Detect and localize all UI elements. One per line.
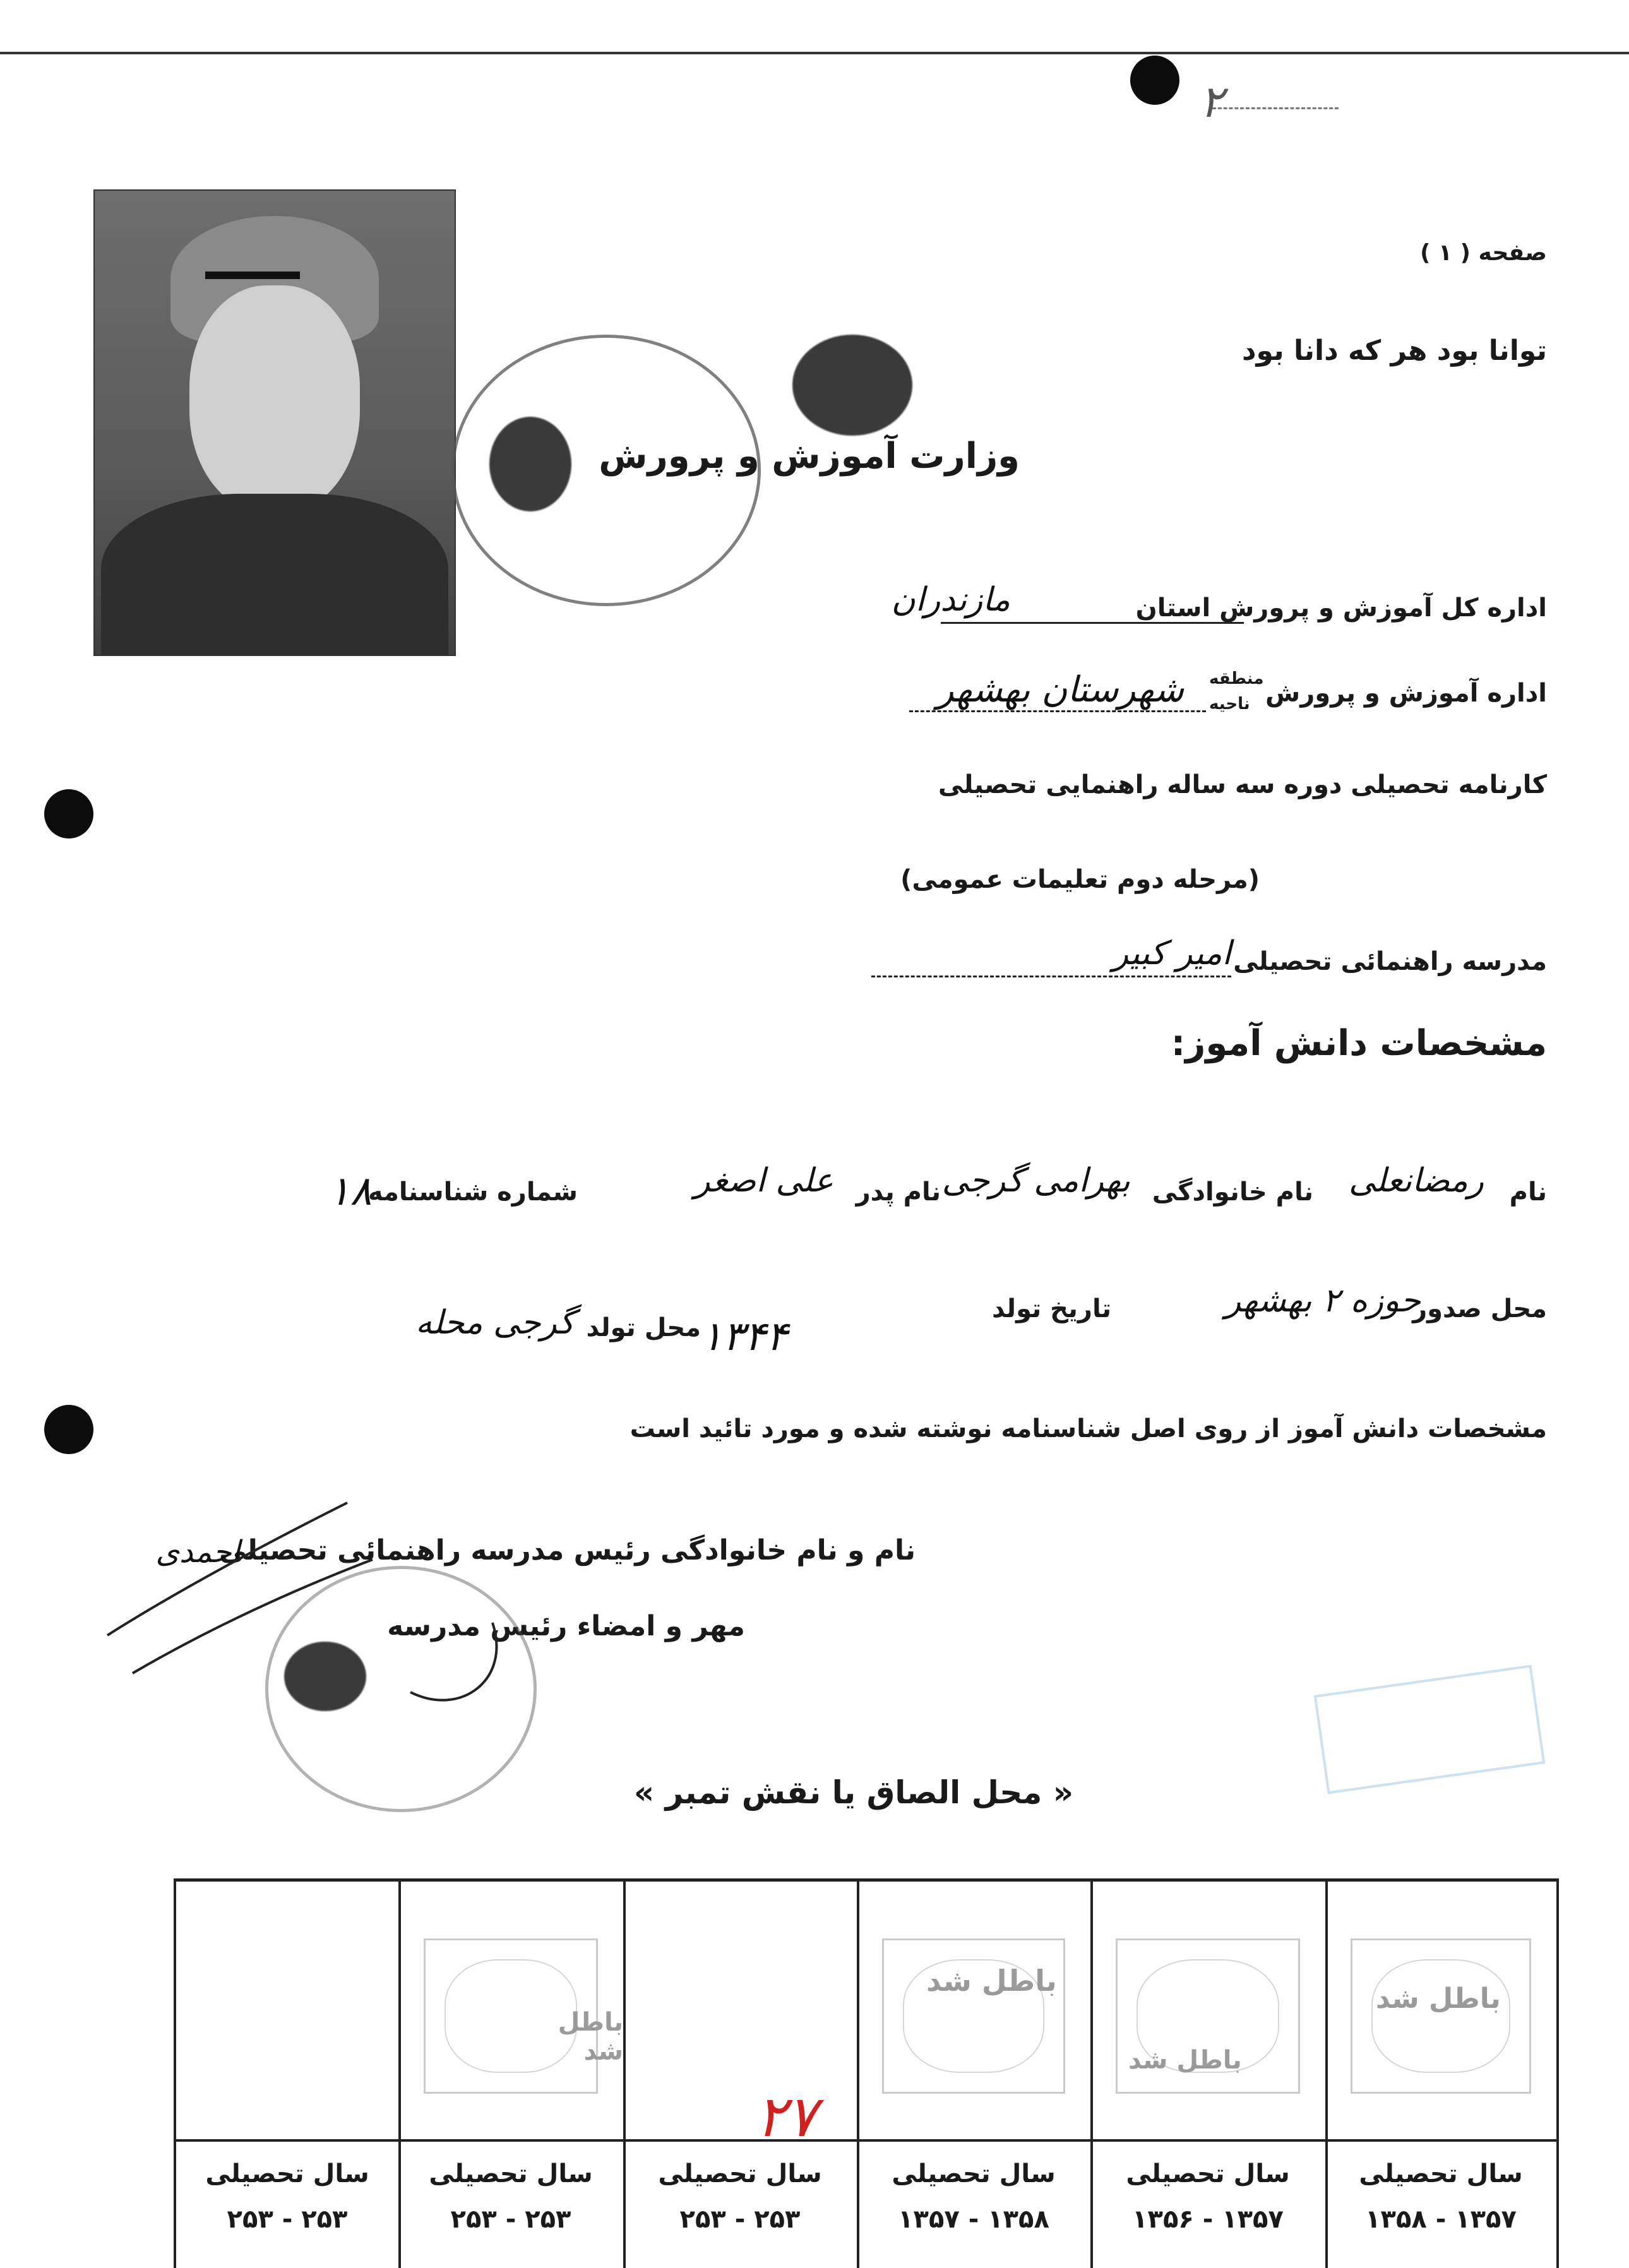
table-column — [857, 1882, 1093, 2268]
first-name-label: نام — [1509, 1178, 1547, 1207]
general-office-label: اداره کل آموزش و پرورش استان — [1135, 594, 1547, 623]
district-office-underline — [909, 710, 1206, 712]
seal-ink-blot-top — [792, 335, 912, 436]
column-year: ۲۵۳ - ۲۵۳ — [679, 2205, 801, 2234]
table-column — [398, 1882, 626, 2268]
top-dash — [1212, 107, 1339, 109]
principal-name-label: نام و نام خانوادگی رئیس مدرسه راهنمائی تحصیلی — [218, 1534, 916, 1567]
principal-signature — [82, 1465, 587, 1730]
last-name-label: نام خانوادگی — [1152, 1178, 1313, 1207]
principal-seal-label: مهر و امضاء رئیس مدرسه — [387, 1610, 745, 1642]
student-photo — [93, 189, 456, 656]
principal-name-value: احمدی — [155, 1534, 240, 1570]
general-office-value: مازندران — [891, 581, 1010, 619]
id-number-label: شماره شناسنامه — [367, 1178, 578, 1207]
seal-ink-blot — [489, 417, 571, 511]
birth-place-label: محل تولد — [586, 1313, 701, 1342]
faint-stamp-box — [1314, 1665, 1546, 1794]
punch-hole-lower — [44, 1405, 93, 1454]
table-column-footer — [398, 2139, 623, 2268]
id-number-value: ۱۸ — [328, 1168, 372, 1215]
last-name-value: بهرامی گرجی — [941, 1162, 1130, 1200]
school-value: امیر کبیر — [1112, 934, 1231, 972]
red-mark: ۲۷ — [756, 2084, 817, 2150]
table-column — [176, 1882, 401, 2268]
punch-hole-middle — [44, 789, 93, 839]
table-column — [1090, 1882, 1328, 2268]
motto: توانا بود هر که دانا بود — [1241, 335, 1547, 367]
column-label: سال تحصیلی — [1126, 2159, 1290, 2188]
table-column-footer — [1325, 2139, 1556, 2268]
district-office-sub-top: منطقه — [1209, 669, 1264, 688]
column-label: سال تحصیلی — [205, 2159, 369, 2188]
verification-text: مشخصات دانش آموز از روی اصل شناسنامه نوشته شده و مورد تائید است — [630, 1414, 1547, 1443]
column-year: ۲۵۳ - ۲۵۳ — [450, 2205, 571, 2234]
revenue-stamp — [1351, 1938, 1531, 2094]
table-column-footer — [623, 2139, 857, 2268]
column-label: سال تحصیلی — [892, 2159, 1056, 2188]
birth-place-value: گرجی محله — [415, 1304, 575, 1342]
table-column-footer — [176, 2139, 398, 2268]
stage-label: (مرحله دوم تعلیمات عمومی) — [900, 865, 1260, 894]
table-column-footer — [857, 2139, 1090, 2268]
scan-top-edge — [0, 52, 1629, 54]
father-name-label: نام پدر — [856, 1178, 941, 1207]
stamp-void-text: باطل شد — [558, 2008, 623, 2066]
school-underline — [871, 976, 1231, 977]
stamp-void-text: باطل شد — [1128, 2046, 1242, 2075]
father-name-value: علی اصغر — [694, 1162, 833, 1200]
stamp-area-title: « محل الصاق یا نقش تمبر » — [633, 1774, 1073, 1811]
ministry-title: وزارت آموزش و پرورش — [599, 436, 1020, 477]
column-label: سال تحصیلی — [658, 2159, 822, 2188]
first-name-value: رمضانعلی — [1348, 1162, 1484, 1200]
school-label: مدرسه راهنمائی تحصیلی — [1233, 947, 1547, 976]
column-year: ۲۵۳ - ۲۵۳ — [227, 2205, 348, 2234]
academic-years-table — [174, 1878, 1559, 2268]
student-section-title: مشخصات دانش آموز: — [1171, 1023, 1547, 1064]
column-year: ۱۳۵۸ - ۱۳۵۷ — [1365, 2205, 1517, 2234]
column-label: سال تحصیلی — [1359, 2159, 1523, 2188]
report-title: کارنامه تحصیلی دوره سه ساله راهنمایی تحصیلی — [938, 770, 1547, 799]
table-column — [623, 1882, 859, 2268]
issue-place-label: محل صدور — [1412, 1294, 1547, 1323]
table-column-footer — [1090, 2139, 1325, 2268]
district-office-sub-bottom: ناحیه — [1209, 695, 1250, 713]
birth-date-label: تاریخ تولد — [991, 1294, 1111, 1323]
table-column — [1325, 1882, 1559, 2268]
revenue-stamp — [882, 1938, 1065, 2094]
column-year: ۱۳۵۶ - ۱۳۵۷ — [1132, 2205, 1284, 2234]
top-mark: ۲ — [1200, 76, 1224, 128]
birth-date-value: ۱۳۴۴ — [701, 1313, 788, 1360]
punch-hole-top — [1130, 56, 1179, 105]
issue-place-value: حوزه ۲ بهشهر — [1225, 1282, 1421, 1320]
general-office-underline — [941, 622, 1244, 624]
district-office-value: شهرستان بهشهر — [936, 669, 1184, 710]
page-number: صفحه ( ۱ ) — [1420, 240, 1547, 266]
stamp-void-text: باطل شد — [926, 1964, 1057, 1998]
column-year: ۱۳۵۷ - ۱۳۵۸ — [898, 2205, 1049, 2234]
district-office-label: اداره آموزش و پرورش — [1265, 679, 1547, 708]
stamp-void-text: باطل شد — [1376, 1983, 1501, 2015]
column-label: سال تحصیلی — [429, 2159, 593, 2188]
